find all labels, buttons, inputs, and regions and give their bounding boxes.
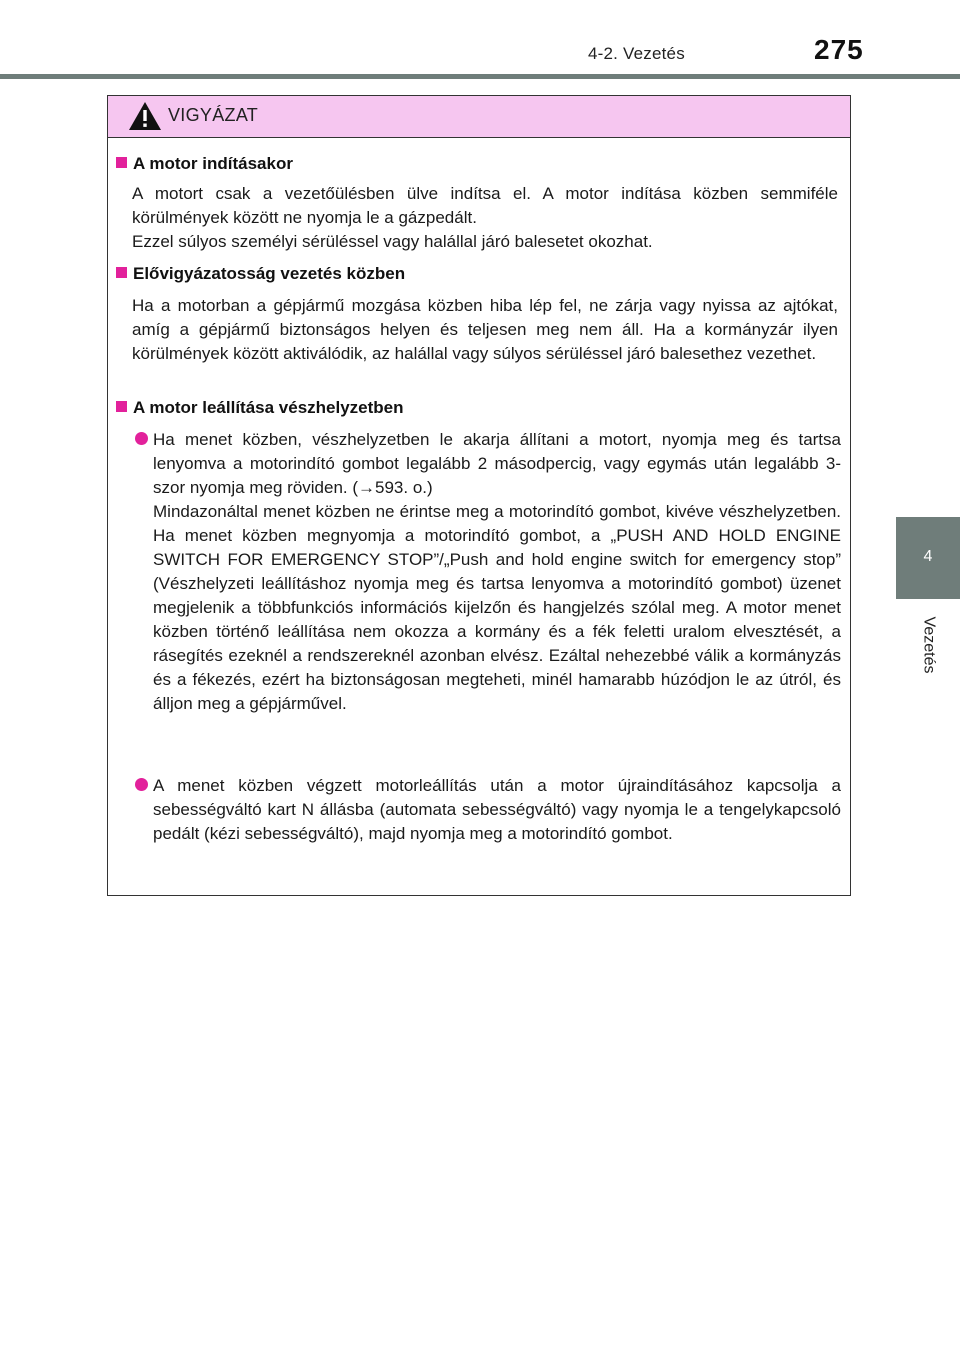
square-bullet-icon	[116, 401, 127, 412]
round-bullet-icon	[135, 432, 148, 445]
square-bullet-icon	[116, 267, 127, 278]
section-heading-text: Elővigyázatosság vezetés közben	[133, 264, 406, 283]
section-heading-emergency-stop	[116, 398, 404, 418]
paragraph: Ezzel súlyos személyi sérüléssel vagy halállal járó balesetet okozhat.	[132, 232, 653, 251]
paragraph: Ha a motorban a gépjármű mozgása közben hiba lép fel, ne zárja vagy nyissa az ajtókat, amíg a gépjármű biztonságos helyen és teljesen meg nem áll. Ha a kormányzár ilyen körülmények között aktiválódik, az halállal vagy súlyos sérüléssel járó balesethez vezethet.	[132, 296, 838, 363]
section-title: 4-2. Vezetés	[588, 44, 685, 63]
warning-title: VIGYÁZAT	[168, 105, 259, 125]
section-heading-engine-start	[116, 154, 293, 174]
chapter-tab: 4	[896, 517, 960, 599]
bullet-paragraph: Ha menet közben, vészhelyzetben le akarja állítani a motort, nyomja meg és tartsa lenyomva a motorindító gombot legalább 2 másodpercig, vagy egymás után legalább 3-szor nyomja meg röviden. (→593. o.)	[153, 430, 841, 497]
chapter-label	[896, 600, 960, 690]
round-bullet-icon	[135, 778, 148, 791]
chapter-label-text: Vezetés	[920, 616, 937, 674]
section-heading-text: A motor indításakor	[133, 154, 293, 173]
bullet-paragraph: A menet közben végzett motorleállítás után a motor újraindításához kapcsolja a sebességváltó kart N állásba (automata sebességváltó) vagy nyomja le a tengelykapcsoló pedált (kézi sebességváltó), majd nyomja meg a motorindító gombot.	[153, 776, 841, 843]
section-heading-driving-precaution	[116, 264, 405, 284]
page-number: 275	[814, 34, 864, 65]
paragraph: A motort csak a vezetőülésben ülve indítsa el. A motor indítása közben semmiféle körülmények között ne nyomja le a gázpedált.	[132, 184, 838, 227]
bullet-paragraph-continued: Mindazonáltal menet közben ne érintse meg a motorindító gombot, kivéve vészhelyzetben. Ha menet közben megnyomja a motorindító gombot, a „PUSH AND HOLD ENGINE SWITCH FOR EMERGENCY STOP”/„Push and hold engine switch for emergency stop” (Vészhelyzeti leállításhoz nyomja meg és tartsa lenyomva a motorindító gombot) üzenet megjelenik a többfunkciós információs kijelzőn és hangjelzés szólal meg. A motor menet közben történő leállítása nem okozza a kormány és a fék feletti uralom elvesztését, a rásegítés ezeknél a rendszereknél azonban elvész. Ezáltal nehezebbé válik a kormányzás és a fékezés, ezért ha biztonságosan megteheti, minél hamarabb húzódjon le az útról, és álljon meg a gépjárművel.	[153, 502, 841, 713]
header-divider	[0, 74, 960, 79]
warning-box	[107, 95, 851, 896]
warning-header	[108, 96, 850, 138]
square-bullet-icon	[116, 157, 127, 168]
warning-triangle-icon	[128, 100, 162, 132]
section-heading-text: A motor leállítása vészhelyzetben	[133, 398, 404, 417]
